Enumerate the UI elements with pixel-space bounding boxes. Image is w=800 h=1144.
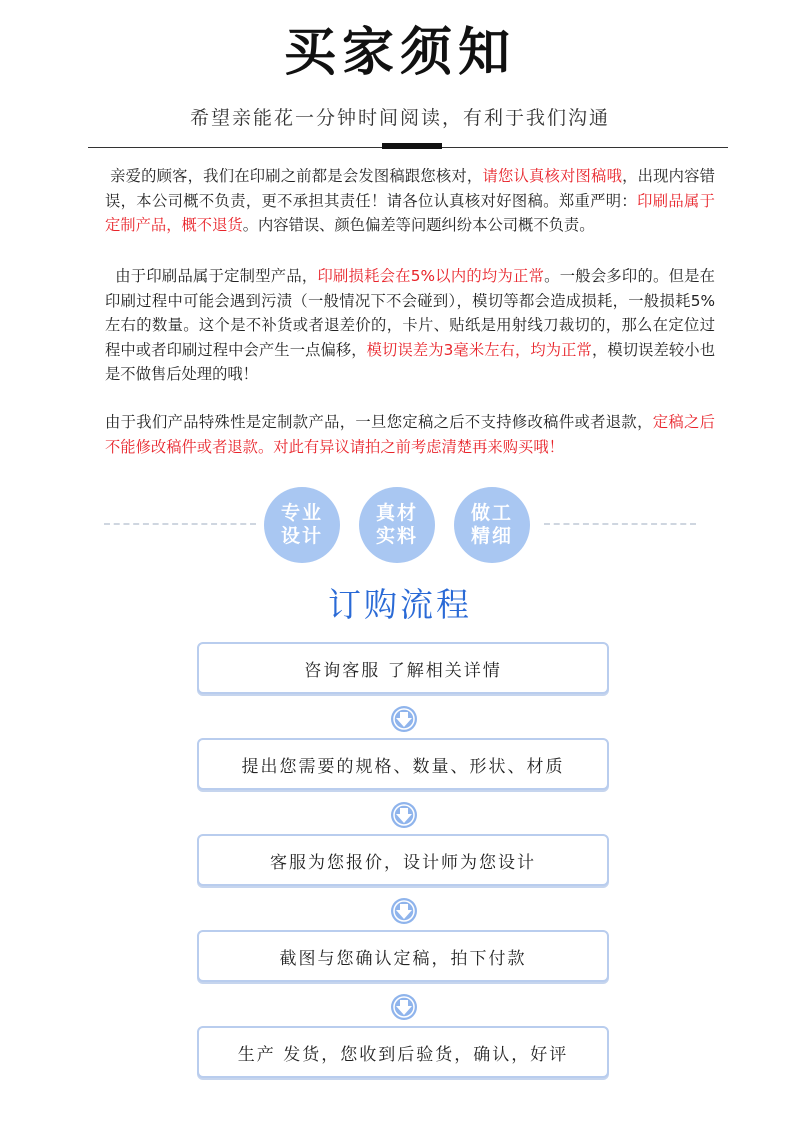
badge-genuine-materials bbox=[359, 487, 435, 563]
notice-paragraph-1 bbox=[105, 164, 715, 238]
notice-paragraph-3 bbox=[105, 410, 715, 459]
flow-step-3: 客服为您报价，设计师为您设计 bbox=[197, 834, 609, 886]
badge-line: 设计 bbox=[280, 525, 323, 547]
notice-paragraph-2 bbox=[105, 264, 715, 387]
badge-line: 精细 bbox=[470, 525, 513, 547]
body-text: 。内容错误、颜色偏差等问题纠纷本公司概不负责。 bbox=[242, 216, 595, 235]
highlight-text: 模切误差为3毫米左右，均为正常 bbox=[366, 340, 592, 359]
divider-accent bbox=[382, 143, 442, 149]
page-subtitle: 希望亲能花一分钟时间阅读，有利于我们沟通 bbox=[189, 107, 610, 129]
dashed-divider-right bbox=[544, 523, 696, 525]
flow-step-5: 生产 发货，您收到后验货，确认，好评 bbox=[197, 1026, 609, 1078]
arrow-down-circle-icon bbox=[389, 704, 419, 734]
highlight-text: 印刷损耗会在5%以内的均为正常 bbox=[317, 267, 545, 285]
page-title: 买家须知 bbox=[283, 23, 516, 83]
highlight-text: 定稿之后不能修改稿件或者退款。对此有异议请拍之前考虑清楚再来购买哦！ bbox=[105, 413, 715, 456]
flow-step-4: 截图与您确认定稿，拍下付款 bbox=[197, 930, 609, 982]
badge-fine-workmanship bbox=[454, 487, 530, 563]
flow-step-1: 咨询客服 了解相关详情 bbox=[197, 642, 609, 694]
body-text: 由于我们产品特殊性是定制款产品，一旦您定稿之后不支持修改稿件或者退款， bbox=[105, 413, 653, 431]
badge-line: 实料 bbox=[375, 525, 418, 547]
arrow-down-circle-icon bbox=[389, 992, 419, 1022]
body-text: 。一般会多印的。但是在印刷过程中可能会遇到污渍（一般情况下不会碰到），模切等都会造成损耗，一般损耗5%左右的数量。这个是不补货或者退差价的，卡片、贴纸是用射线刀裁切的，那么在定位过程中或者印刷过程中会产生一点偏移， bbox=[105, 267, 715, 359]
flow-step-2: 提出您需要的规格、数量、形状、材质 bbox=[197, 738, 609, 790]
body-text: ，模切误差较小也是不做售后处理的哦！ bbox=[105, 340, 715, 384]
body-text: 由于印刷品属于定制型产品， bbox=[115, 267, 318, 285]
badge-line: 做工 bbox=[470, 502, 513, 524]
badge-professional-design bbox=[264, 487, 340, 563]
highlight-text: 印刷品属于定制产品，概不退货 bbox=[105, 191, 715, 235]
paragraph-indent bbox=[105, 267, 115, 285]
badge-line: 专业 bbox=[280, 502, 323, 524]
badge-line: 真材 bbox=[375, 502, 418, 524]
dashed-divider-left bbox=[104, 523, 256, 525]
order-flow-title: 订购流程 bbox=[328, 585, 472, 624]
highlight-text: 请您认真核对图稿哦 bbox=[482, 167, 623, 185]
arrow-down-circle-icon bbox=[389, 800, 419, 830]
arrow-down-circle-icon bbox=[389, 896, 419, 926]
body-text: 亲爱的顾客，我们在印刷之前都是会发图稿跟您核对， bbox=[110, 167, 483, 185]
body-text: ，出现内容错误，本公司概不负责，更不承担其责任！请各位认真核对好图稿。郑重严明： bbox=[105, 167, 715, 210]
